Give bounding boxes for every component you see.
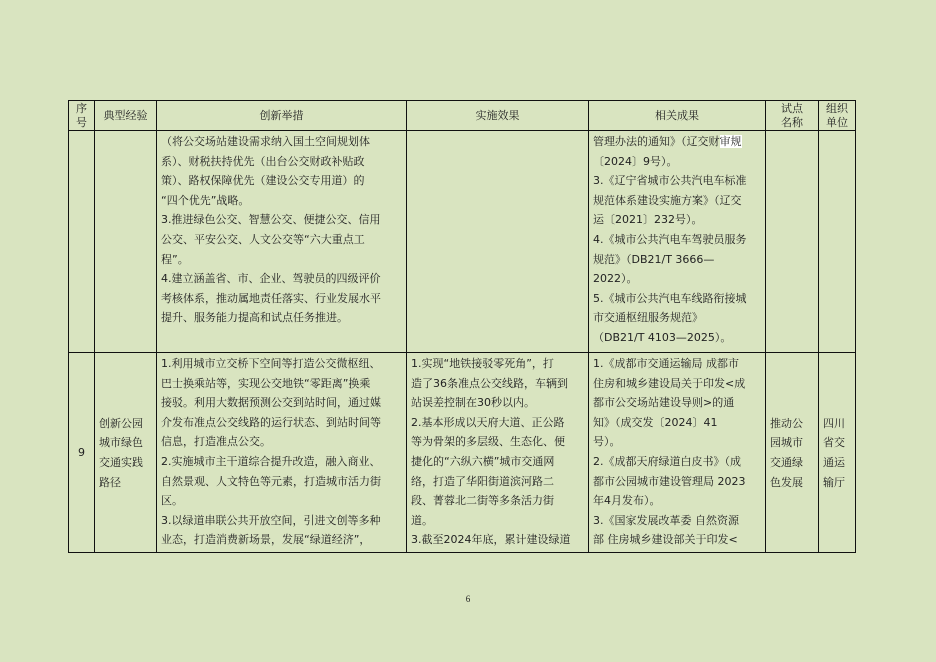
header-row xyxy=(69,101,856,131)
text-line: 站误差控制在30秒以内。 xyxy=(411,396,535,410)
header-measures: 创新举措 xyxy=(157,101,407,131)
text-line: 造了36条准点公交线路，车辆到 xyxy=(411,376,568,390)
text-line: 知》（成交发〔2024〕41 xyxy=(593,415,718,429)
text-line: 4.《城市公共汽电车驾驶员服务 xyxy=(593,232,747,246)
text-line: 业态，打造消费新场景，发展“绿道经济”， xyxy=(161,533,371,547)
text-line: 色发展 xyxy=(770,475,803,489)
text-line: 省交 xyxy=(823,436,845,450)
text-line: 3.以绿道串联公共开放空间，引进文创等多种 xyxy=(161,513,381,527)
text-line: 3.截至2024年底，累计建设绿道 xyxy=(411,533,571,547)
text-line: 年4月发布）。 xyxy=(593,494,661,508)
text-line: 1.实现“地铁接驳零死角”，打 xyxy=(411,357,554,370)
text-line: 2.《成都天府绿道白皮书》（成 xyxy=(593,454,741,468)
text-line: 1.利用城市立交桥下空间等打造公交微枢纽、 xyxy=(161,357,381,370)
text-line: 等为骨架的多层级、生态化、便 xyxy=(411,435,565,449)
header-no xyxy=(69,101,95,131)
header-org xyxy=(819,101,856,131)
header-no-line: 号 xyxy=(76,115,87,129)
org-cell xyxy=(819,131,856,353)
header-effects: 实施效果 xyxy=(407,101,589,131)
text-line: 都市公交场站建设导则>的通 xyxy=(593,396,735,410)
experience-cell xyxy=(95,353,157,553)
text-line: 〔2024〕9号）。 xyxy=(593,154,678,168)
results-cell xyxy=(589,131,766,353)
no-cell xyxy=(69,131,95,353)
text-line: 3.《国家发展改革委 自然资源 xyxy=(593,513,739,527)
text-line: 住房和城乡建设局关于印发<成 xyxy=(593,376,746,390)
text-line: 交通绿 xyxy=(770,456,803,469)
header-no-line: 序 xyxy=(76,101,87,115)
text-line: 市交通枢纽服务规范》 xyxy=(593,311,703,325)
measures-cell xyxy=(157,353,407,553)
text-line: “四个优先”战略。 xyxy=(161,193,250,207)
header-experience: 典型经验 xyxy=(95,101,157,131)
text-line: 捷化的“六纵六横”城市交通网 xyxy=(411,454,555,468)
no-cell: 9 xyxy=(69,353,95,553)
text-line: 2.基本形成以天府大道、正公路 xyxy=(411,415,565,429)
highlighted-text: 审规 xyxy=(719,135,742,148)
text-line: 4.建立涵盖省、市、企业、驾驶员的四级评价 xyxy=(161,272,381,286)
effects-cell xyxy=(407,353,589,553)
pilot-table xyxy=(68,100,856,553)
text-line: 城市绿色 xyxy=(99,436,143,450)
text-line: 3.《辽宁省城市公共汽电车标准 xyxy=(593,174,747,188)
text-line: 规范》（DB21/T 3666— xyxy=(593,252,715,266)
measures-cell xyxy=(157,131,407,353)
text-line: 介发布准点公交线路的运行状态、到站时间等 xyxy=(161,415,381,429)
effects-cell xyxy=(407,131,589,353)
text-line: 区。 xyxy=(161,494,183,508)
text-line: 络，打造了华阳街道滨河路二 xyxy=(411,474,554,488)
text-line: 2.实施城市主干道综合提升改造，融入商业、 xyxy=(161,454,381,468)
text-line: 公交、平安公交、人文公交等“六大重点工 xyxy=(161,232,365,246)
text-line: 接驳。利用大数据预测公交到站时间，通过媒 xyxy=(161,396,381,410)
text-line: 提升、服务能力提高和试点任务推进。 xyxy=(161,311,348,325)
text-line: 程”。 xyxy=(161,252,189,266)
page-number: 6 xyxy=(465,594,471,604)
text-line: 规范体系建设实施方案》（辽交 xyxy=(593,193,742,207)
org-cell xyxy=(819,353,856,553)
text-line: 自然景观、人文特色等元素，打造城市活力街 xyxy=(161,474,381,488)
text-line: 系）、财税扶持优先（出台公交财政补贴政 xyxy=(161,154,365,168)
text-line: 号）。 xyxy=(593,435,621,449)
results-text: 管理办法的通知》（辽交财 xyxy=(593,135,720,148)
text-line: 运〔2021〕232号）。 xyxy=(593,213,703,227)
text-line: 都市公园城市建设管理局 2023 xyxy=(593,474,746,488)
table-row xyxy=(69,353,856,553)
text-line: 部 住房城乡建设部关于印发< xyxy=(593,533,738,547)
text-line: 通运 xyxy=(823,456,845,469)
text-line: 策）、路权保障优先（建设公交专用道）的 xyxy=(161,174,365,188)
text-line: 3.推进绿色公交、智慧公交、便捷公交、信用 xyxy=(161,213,381,227)
text-line: 创新公园 xyxy=(99,416,143,430)
text-line: 2022）。 xyxy=(593,272,638,286)
text-line: （DB21/T 4103—2025）。 xyxy=(593,330,732,344)
text-line: 交通实践 xyxy=(99,456,143,469)
header-pilot-label: 试点名称 xyxy=(781,101,803,129)
table-row xyxy=(69,131,856,353)
text-line: 路径 xyxy=(99,475,121,489)
text-line: 段、菁蓉北二街等多条活力街 xyxy=(411,494,554,508)
text-line: （将公交场站建设需求纳入国土空间规划体 xyxy=(161,135,370,148)
text-line: 推动公 xyxy=(770,416,803,430)
header-org-label: 组织单位 xyxy=(826,101,848,129)
results-cell xyxy=(589,353,766,553)
header-results: 相关成果 xyxy=(589,101,766,131)
pilot-cell xyxy=(766,131,819,353)
pilot-cell xyxy=(766,353,819,553)
text-line: 1.《成都市交通运输局 成都市 xyxy=(593,357,739,370)
text-line: 四川 xyxy=(823,416,845,430)
header-pilot xyxy=(766,101,819,131)
text-line: 信息，打造准点公交。 xyxy=(161,435,271,449)
text-line: 巴士换乘站等，实现公交地铁“零距离”换乘 xyxy=(161,376,371,390)
experience-cell xyxy=(95,131,157,353)
text-line: 道。 xyxy=(411,513,433,527)
text-line: 园城市 xyxy=(770,436,803,450)
text-line: 考核体系，推动属地责任落实、行业发展水平 xyxy=(161,291,381,305)
text-line: 5.《城市公共汽电车线路衔接城 xyxy=(593,291,747,305)
results-line xyxy=(593,132,761,152)
text-line: 输厅 xyxy=(823,475,845,489)
